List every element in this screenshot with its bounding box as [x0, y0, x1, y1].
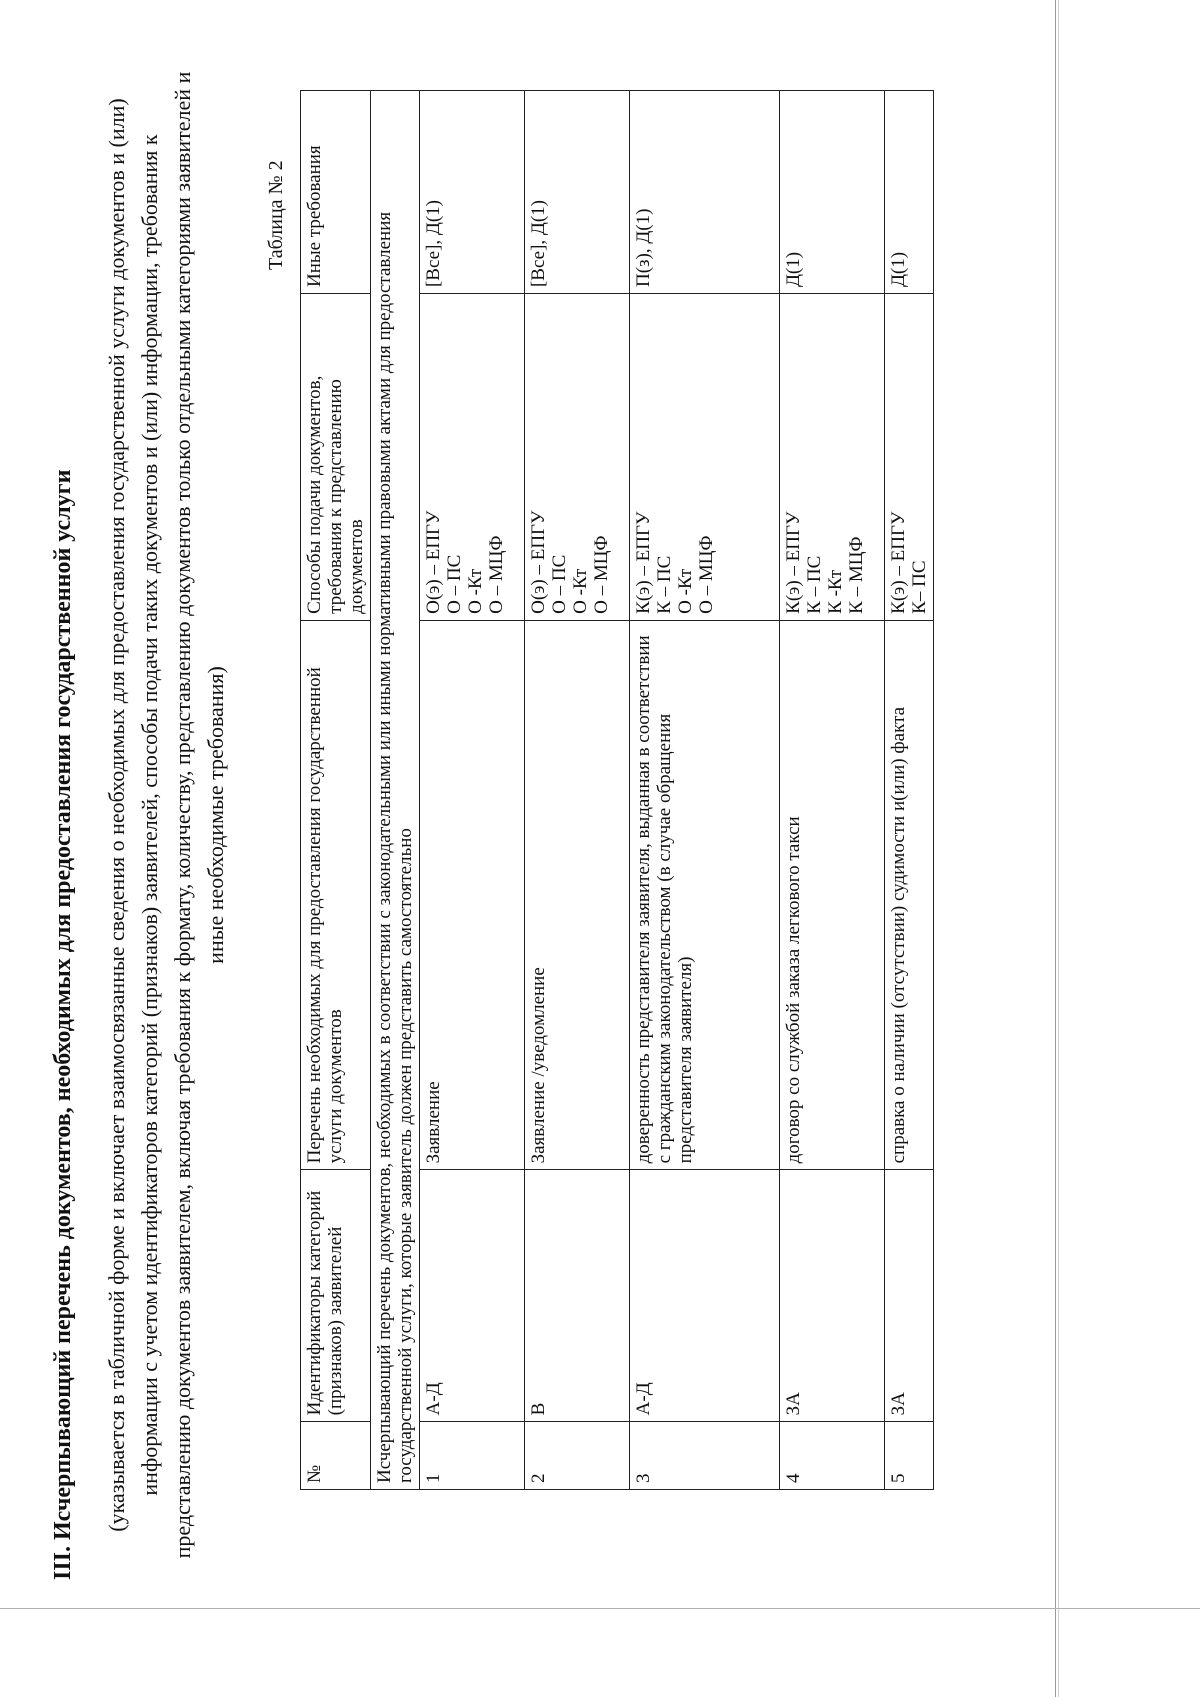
row-methods-cell — [630, 294, 780, 621]
row-document-cell: справка о наличии (отсутствии) судимости и(или) факта — [885, 620, 934, 1170]
method-line: О – ПС — [444, 554, 465, 614]
method-line: К– ПС — [909, 560, 930, 614]
row-methods-cell — [780, 294, 885, 621]
method-line: К – МЦФ — [846, 536, 867, 614]
header-num: № — [301, 1422, 371, 1490]
table-header-row — [301, 91, 371, 1490]
row-other-cell: Д(1) — [885, 91, 934, 294]
header-documents: Перечень необходимых для предоставления государственной услуги документов — [301, 620, 371, 1170]
row-category-cell: А-Д — [420, 1170, 525, 1422]
row-methods-cell — [525, 294, 630, 621]
row-methods-cell — [420, 294, 525, 621]
row-document-cell: доверенность представителя заявителя, выданная в соответствии с гражданским законодательством (в случае обращения представителя заявителя) — [630, 620, 780, 1170]
row-other-cell: П(з), Д(1) — [630, 91, 780, 294]
rotated-document-page — [40, 0, 1080, 1620]
row-document-cell: Заявление — [420, 620, 525, 1170]
table-row — [525, 91, 630, 1490]
method-line: К(э) – ЕПГУ — [783, 511, 804, 614]
table-row — [630, 91, 780, 1490]
documents-table — [300, 90, 934, 1490]
row-num-cell: 5 — [885, 1422, 934, 1490]
header-methods: Способы подачи документов, требования к представлению документов — [301, 294, 371, 621]
method-line: К(э) – ЕПГУ — [888, 511, 909, 614]
method-line: О – МЦФ — [696, 535, 717, 614]
method-line: О(э) – ЕПГУ — [528, 510, 549, 614]
table-row — [780, 91, 885, 1490]
table-caption: Таблица № 2 — [265, 160, 287, 270]
row-num-cell: 2 — [525, 1422, 630, 1490]
method-line: К -Кт — [825, 569, 846, 614]
row-num-cell: 4 — [780, 1422, 885, 1490]
table-section-row — [371, 91, 420, 1490]
method-line: О – МЦФ — [591, 535, 612, 614]
section-intro: (указывается в табличной форме и включает взаимосвязанные сведения о необходимых для предоставления государственной услуги документов и (или) информации с учетом идентификаторов категорий (признаков) заявителей, способы подачи таких документов и (или) информации, требования к представлению документов заявителем, включая требования к формату, количеству, представлению документов только отдельными категориями заявителей и иные необходимые требования) — [104, 71, 228, 1559]
method-line: О(э) – ЕПГУ — [423, 510, 444, 614]
row-methods-cell — [885, 294, 934, 621]
method-line: О – ПС — [549, 554, 570, 614]
row-category-cell: В — [525, 1170, 630, 1422]
method-line: К – ПС — [804, 555, 825, 614]
row-document-cell: Заявление /уведомление — [525, 620, 630, 1170]
method-line: К(э) – ЕПГУ — [633, 511, 654, 614]
row-category-cell: ЗА — [885, 1170, 934, 1422]
row-other-cell: [Все], Д(1) — [420, 91, 525, 294]
method-line: О -Кт — [675, 568, 696, 614]
header-category: Идентификаторы категорий (признаков) заявителей — [301, 1170, 371, 1422]
table-row — [885, 91, 934, 1490]
section-title-cell: Исчерпывающий перечень документов, необходимых в соответствии с законодательными или иными нормативными правовыми актами для предоставления государственной услуги, которые заявитель должен представить самостоятельно — [371, 91, 420, 1490]
row-other-cell: [Все], Д(1) — [525, 91, 630, 294]
row-category-cell: ЗА — [780, 1170, 885, 1422]
method-line: О -Кт — [465, 568, 486, 614]
row-num-cell: 1 — [420, 1422, 525, 1490]
row-category-cell: А-Д — [630, 1170, 780, 1422]
row-num-cell: 3 — [630, 1422, 780, 1490]
row-document-cell: договор со службой заказа легкового такси — [780, 620, 885, 1170]
section-heading: III. Исчерпывающий перечень документов, необходимых для предоставления государственной услуги — [50, 469, 76, 1580]
table-row — [420, 91, 525, 1490]
method-line: О – МЦФ — [486, 535, 507, 614]
method-line: К – ПС — [654, 555, 675, 614]
row-other-cell: Д(1) — [780, 91, 885, 294]
header-other: Иные требования — [301, 91, 371, 294]
method-line: О -Кт — [570, 568, 591, 614]
